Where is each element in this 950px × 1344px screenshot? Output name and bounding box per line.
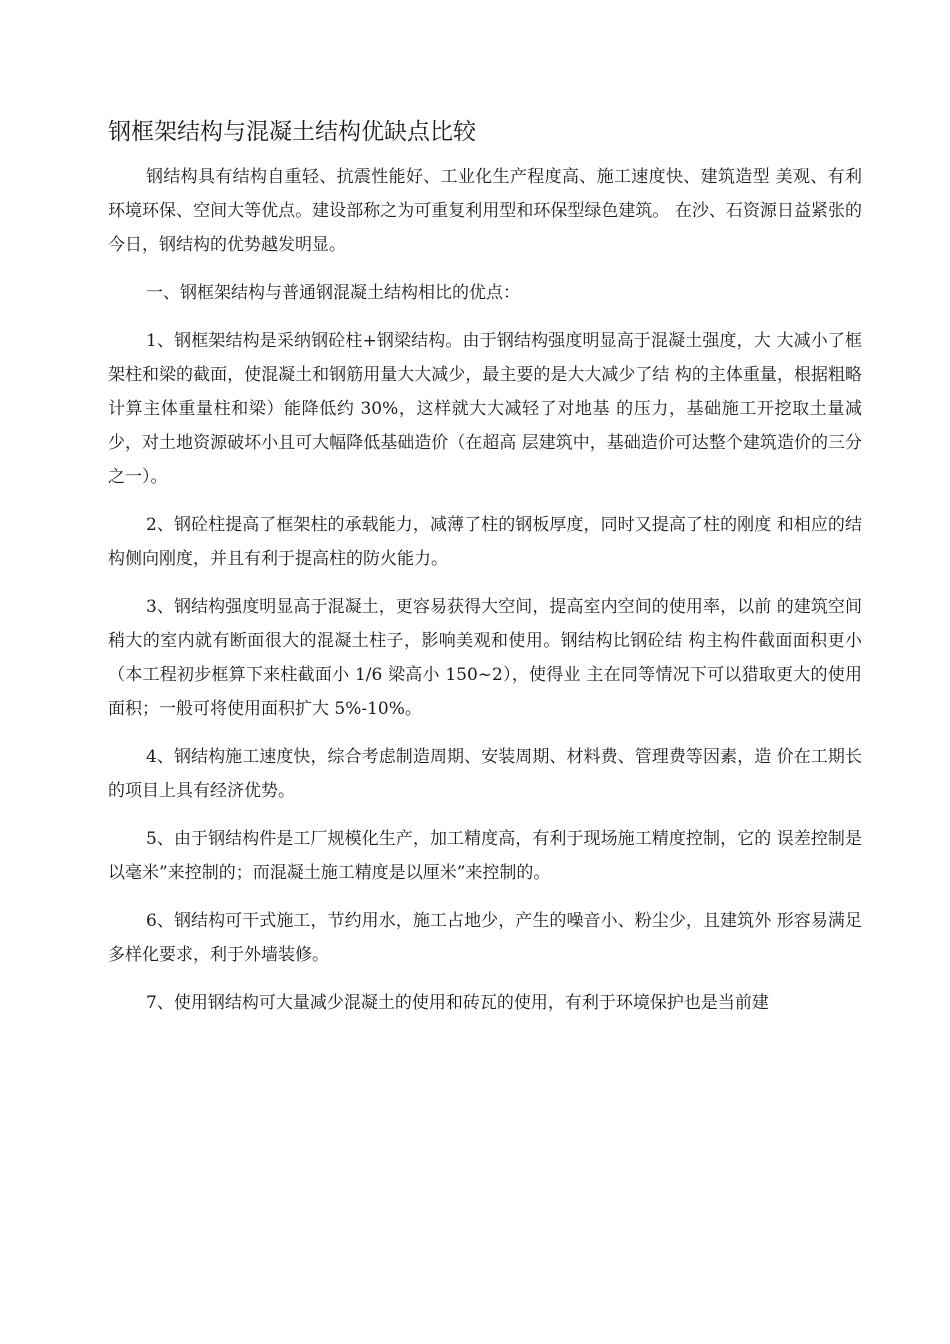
paragraph-point-1: 1、钢框架结构是采纳钢砼柱+钢梁结构。由于钢结构强度明显高于混凝土强度，大 大减小了框架柱和梁的截面，使混凝土和钢筋用量大大减少，最主要的是大大减少了结 构的主体重量，根据粗略计算主体重量柱和梁）能降低约 30%，这样就大大减轻了对地基 的压力，基础施工开挖取土量减少，对土地资源破坏小且可大幅降低基础造价（在超高 层建筑中，基础造价可达整个建筑造价的三分之一）。	[108, 331, 862, 487]
paragraph-point-2: 2、钢砼柱提高了框架柱的承载能力，减薄了柱的钢板厚度，同时又提高了柱的刚度 和相应的结构侧向刚度，并且有利于提高柱的防火能力。	[108, 515, 862, 569]
paragraph-point-4: 4、钢结构施工速度快，综合考虑制造周期、安装周期、材料费、管理费等因素，造 价在工期长的项目上具有经济优势。	[108, 747, 862, 801]
paragraph-section-heading: 一、钢框架结构与普通钢混凝土结构相比的优点：	[146, 283, 520, 303]
document-title: 钢框架结构与混凝土结构优缺点比较	[108, 119, 476, 145]
paragraph-point-3: 3、钢结构强度明显高于混凝土，更容易获得大空间，提高室内空间的使用率，以前 的建筑空间稍大的室内就有断面很大的混凝土柱子，影响美观和使用。钢结构比钢砼结 构主构件截面面积更小（本工程初步框算下来柱截面小 1/6 梁高小 150~2），使得业 主在同等情况下可以猎取更大的使用面积；一般可将使用面积扩大 5%-10%。	[108, 597, 862, 719]
paragraph-point-7: 7、使用钢结构可大量减少混凝土的使用和砖瓦的使用，有利于环境保护也是当前建	[146, 993, 769, 1013]
paragraph-intro: 钢结构具有结构自重轻、抗震性能好、工业化生产程度高、施工速度快、建筑造型 美观、有利环境环保、空间大等优点。建设部称之为可重复利用型和环保型绿色建筑。 在沙、石资源日益紧张的今日，钢结构的优势越发明显。	[108, 167, 862, 255]
paragraph-point-6: 6、钢结构可干式施工，节约用水，施工占地少，产生的噪音小、粉尘少，且建筑外 形容易满足多样化要求，利于外墙装修。	[108, 911, 862, 965]
paragraph-point-5: 5、由于钢结构件是工厂规模化生产，加工精度高，有利于现场施工精度控制，它的 误差控制是以毫米”来控制的；而混凝土施工精度是以厘米”来控制的。	[108, 829, 862, 883]
document-body	[108, 160, 862, 1034]
